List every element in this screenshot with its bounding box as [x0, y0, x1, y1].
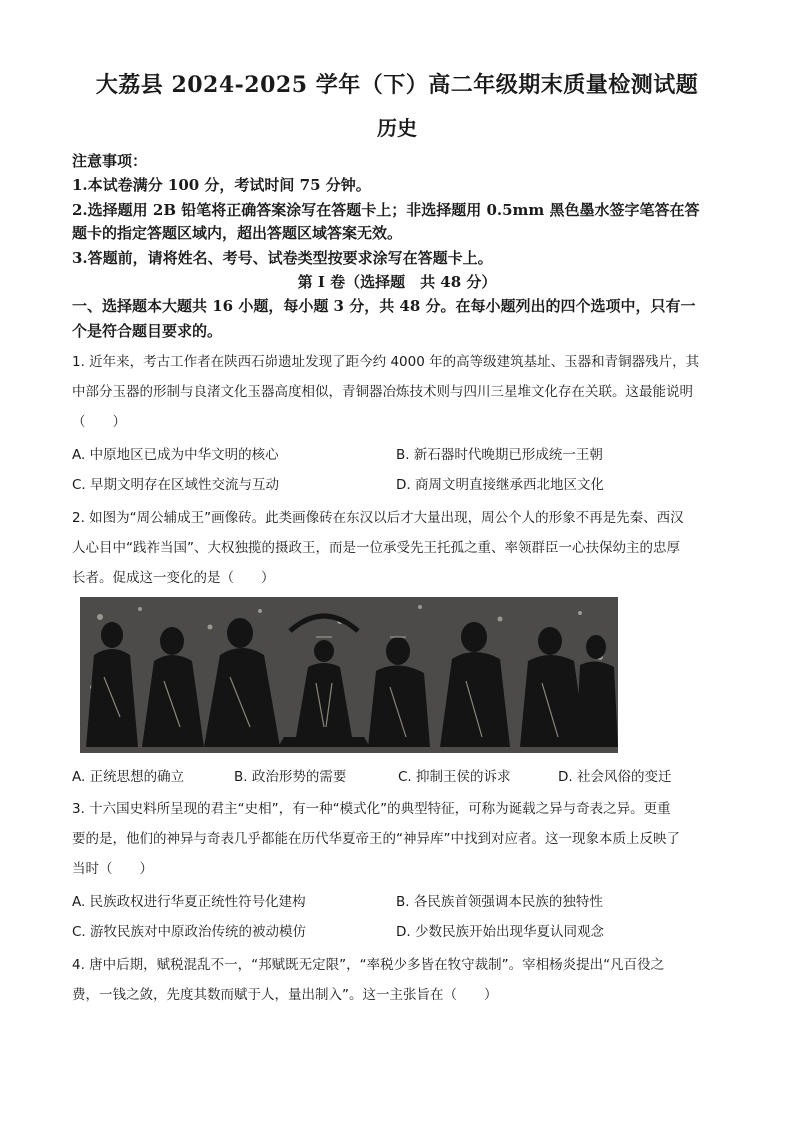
q3-option-c: C. 游牧民族对中原政治传统的被动模仿: [72, 924, 307, 940]
section-instruction-line-1: 一、选择题本大题共 16 小题，每小题 3 分，共 48 分。在每小题列出的四个选项中，只有一: [72, 297, 696, 315]
q1-stem-line-3: （ ）: [72, 414, 126, 430]
q1-option-d: D. 商周文明直接继承西北地区文化: [396, 477, 604, 493]
q2-option-d: D. 社会风俗的变迁: [558, 769, 672, 785]
section-instruction-line-2: 个是符合题目要求的。: [72, 322, 223, 340]
q4-stem-line-2: 费，一钱之敛，先度其数而赋于人，量出制入”。这一主张旨在（ ）: [72, 987, 498, 1003]
q4-stem-line-1: 4. 唐中后期，赋税混乱不一，“邦赋既无定限”，“率税少多皆在牧守裁制”。宰相杨炎提出“凡百役之: [72, 957, 665, 973]
note-item-1: 1.本试卷满分 100 分，考试时间 75 分钟。: [72, 176, 371, 194]
part-1-title: 第 I 卷（选择题 共 48 分）: [297, 273, 497, 291]
zhougong-brick-rubbing-image: [80, 597, 618, 753]
q3-option-d: D. 少数民族开始出现华夏认同观念: [396, 924, 604, 940]
q1-option-c: C. 早期文明存在区域性交流与互动: [72, 477, 280, 493]
q2-option-c: C. 抑制王侯的诉求: [398, 769, 511, 785]
q1-option-a: A. 中原地区已成为中华文明的核心: [72, 447, 279, 463]
q2-stem-line-3: 长者。促成这一变化的是（ ）: [72, 570, 275, 586]
q1-option-b: B. 新石器时代晚期已形成统一王朝: [396, 447, 603, 463]
q3-option-b: B. 各民族首领强调本民族的独特性: [396, 894, 603, 910]
q1-stem-line-1: 1. 近年来，考古工作者在陕西石峁遗址发现了距今约 4000 年的高等级建筑基址、玉器和青铜器残片，其: [72, 354, 700, 370]
note-item-2-line-1: 2.选择题用 2B 铅笔将正确答案涂写在答题卡上；非选择题用 0.5mm 黑色墨水签字笔答在答: [72, 201, 700, 219]
q3-stem-line-1: 3. 十六国史料所呈现的君主“史相”，有一种“模式化”的典型特征，可称为诞载之异与奇表之异。更重: [72, 801, 671, 817]
notes-heading: 注意事项：: [72, 152, 148, 170]
q3-stem-line-2: 要的是，他们的神异与奇表几乎都能在历代华夏帝王的“神异库”中找到对应者。这一现象本质上反映了: [72, 831, 680, 847]
q2-stem-line-1: 2. 如图为“周公辅成王”画像砖。此类画像砖在东汉以后才大量出现，周公个人的形象不再是先秦、西汉: [72, 510, 684, 526]
q2-option-a: A. 正统思想的确立: [72, 769, 185, 785]
subject-title: 历史: [377, 116, 417, 140]
q3-stem-line-3: 当时（ ）: [72, 861, 153, 877]
exam-title: 大荔县 2024-2025 学年（下）高二年级期末质量检测试题: [95, 72, 699, 98]
q2-option-b: B. 政治形势的需要: [234, 769, 347, 785]
q3-option-a: A. 民族政权进行华夏正统性符号化建构: [72, 894, 306, 910]
note-item-3: 3.答题前，请将姓名、考号、试卷类型按要求涂写在答题卡上。: [72, 249, 493, 267]
q2-stem-line-2: 人心目中“践祚当国”、大权独揽的摄政王，而是一位承受先王托孤之重、率领群臣一心扶保幼主的忠厚: [72, 540, 680, 556]
q1-stem-line-2: 中部分玉器的形制与良渚文化玉器高度相似，青铜器冶炼技术则与四川三星堆文化存在关联。这最能说明: [72, 384, 693, 400]
note-item-2-line-2: 题卡的指定答题区域内，超出答题区域答案无效。: [72, 224, 403, 242]
